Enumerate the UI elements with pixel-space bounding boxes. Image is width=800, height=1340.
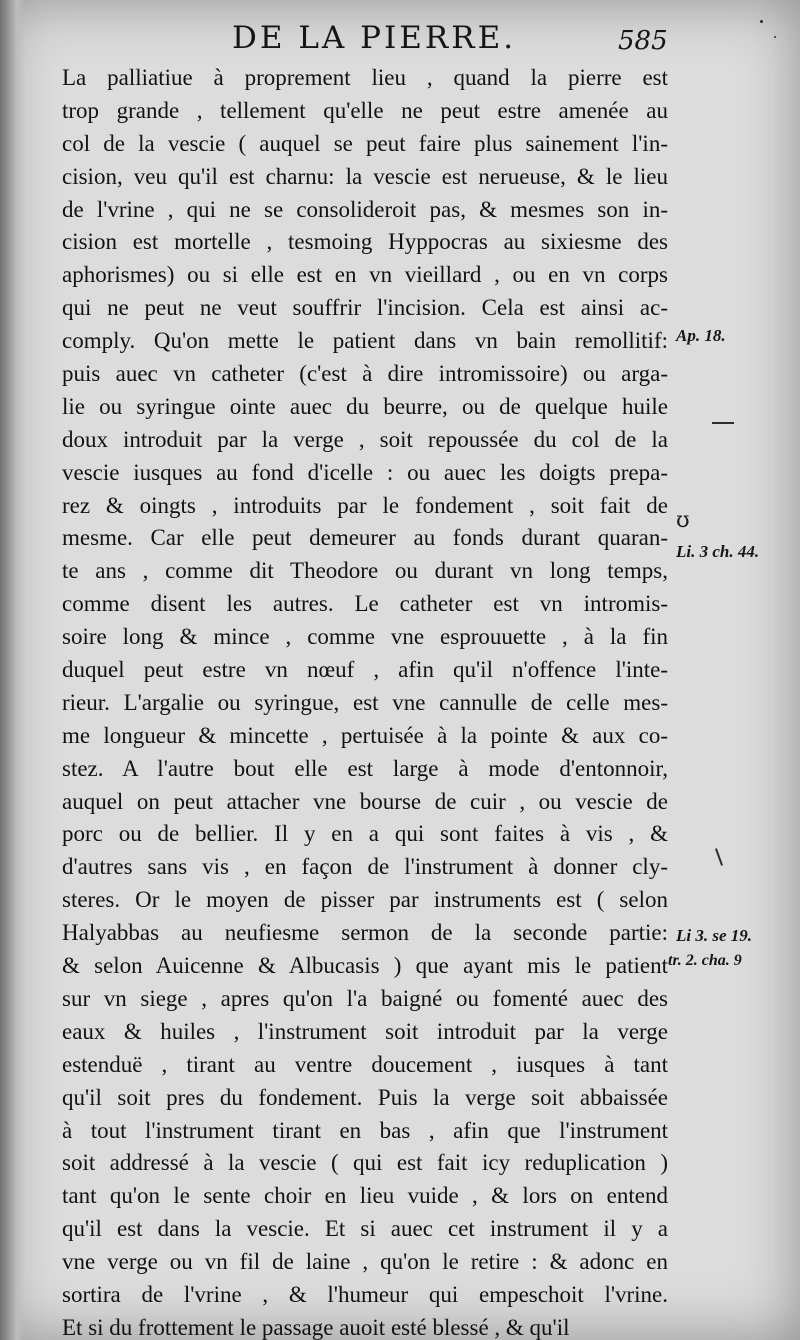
text-line: porc ou de bellier. Il y en a qui sont faites à vis , & <box>62 821 668 847</box>
text-line: vne verge ou vn fil de laine , qu'on le retire : & adonc en <box>62 1249 668 1275</box>
margin-note-section: Li 3. se 19. <box>676 926 753 945</box>
text-line: cision, veu qu'il est charnu: la vescie est nerueuse, & le lieu <box>62 163 668 189</box>
text-line: stez. A l'autre bout elle est large à mode d'entonnoir, <box>62 755 668 781</box>
running-head: DE LA PIERRE. <box>232 20 517 56</box>
text-line: La palliatiue à proprement lieu , quand la pierre est <box>62 65 668 90</box>
text-line: trop grande , tellement qu'elle ne peut estre amenée au <box>62 97 668 123</box>
text-line: vescie iusques au fond d'icelle : ou auec les doigts prepa- <box>62 459 668 485</box>
text-line: soire long & mince , comme vne esprouuette , à la fin <box>62 624 668 650</box>
margin-symbol: ʊ <box>676 508 690 533</box>
text-line: & selon Auicenne & Albucasis ) que ayant mis le patient <box>62 953 668 979</box>
text-line: estenduë , tirant au ventre doucement , iusques à tant <box>62 1051 668 1077</box>
margin-note-treatise: tr. 2. cha. 9 <box>668 952 742 969</box>
text-line: me longueur & mincette , pertuisée à la pointe & aux co- <box>62 722 668 748</box>
text-line: à tout l'instrument tirant en bas , afin que l'instrument <box>62 1117 668 1143</box>
text-line: steres. Or le moyen de pisser par instruments est ( selon <box>62 887 668 913</box>
text-line: rieur. L'argalie ou syringue, est vne cannulle de celle mes- <box>62 689 668 715</box>
text-line: qu'il est dans la vescie. Et si auec cet instrument il y a <box>62 1216 668 1242</box>
text-line: doux introduit par la verge , soit repoussée du col de la <box>62 426 668 452</box>
margin-dash-mark <box>712 422 734 424</box>
text-line: Et si du frottement le passage auoit esté blessé , & qu'il <box>62 1314 570 1340</box>
text-line: qu'il soit pres du fondement. Puis la verge soit abbaissée <box>62 1084 668 1110</box>
text-line: aphorismes) ou si elle est en vn vieillard , ou en vn corps <box>62 262 668 288</box>
margin-note-chapter: Li. 3 ch. 44. <box>676 542 760 561</box>
page-header <box>0 18 800 58</box>
text-line: cision est mortelle , tesmoing Hyppocras au sixiesme des <box>62 229 668 255</box>
text-line: duquel peut estre vn nœuf , afin qu'il n'offence l'inte- <box>62 657 668 683</box>
corner-speck <box>760 20 763 23</box>
text-line: mesme. Car elle peut demeurer au fonds durant quaran- <box>62 525 668 551</box>
text-line: rez & oingts , introduits par le fondement , soit fait de <box>62 492 668 518</box>
page-number: 585 <box>618 26 668 56</box>
corner-speck <box>774 36 776 38</box>
text-line: te ans , comme dit Theodore ou durant vn long temps, <box>62 558 668 584</box>
text-line: qui ne peut ne veut souffrir l'incision. Cela est ainsi ac- <box>62 295 668 321</box>
margin-stroke-mark <box>715 848 723 866</box>
page-gutter-shadow <box>0 0 24 1340</box>
text-line: puis auec vn catheter (c'est à dire intromissoire) ou arga- <box>62 361 668 387</box>
text-line: sortira de l'vrine , & l'humeur qui empeschoit l'vrine. <box>62 1281 668 1307</box>
text-line: tant qu'on le sente choir en lieu vuide , & lors on entend <box>62 1183 668 1209</box>
text-line: comme disent les autres. Le catheter est vn intromis- <box>62 591 668 617</box>
body-text <box>62 62 668 1340</box>
text-line: auquel on peut attacher vne bourse de cuir , ou vescie de <box>62 788 668 814</box>
text-line: sur vn siege , apres qu'on l'a baigné ou fomenté auec des <box>62 985 668 1011</box>
text-line: eaux & huiles , l'instrument soit introduit par la verge <box>62 1018 668 1044</box>
text-line: soit addressé à la vescie ( qui est fait icy reduplication ) <box>62 1150 668 1176</box>
text-line: comply. Qu'on mette le patient dans vn bain remollitif: <box>62 328 668 354</box>
text-line: Halyabbas au neufiesme sermon de la seconde partie: <box>62 920 668 946</box>
text-line: col de la vescie ( auquel se peut faire plus sainement l'in- <box>62 130 668 156</box>
text-line: d'autres sans vis , en façon de l'instrument à donner cly- <box>62 854 668 880</box>
text-line: de l'vrine , qui ne se consolideroit pas, & mesmes son in- <box>62 196 668 222</box>
margin-note-aphorism: Ap. 18. <box>676 326 726 345</box>
text-line: lie ou syringue ointe auec du beurre, ou de quelque huile <box>62 393 668 419</box>
